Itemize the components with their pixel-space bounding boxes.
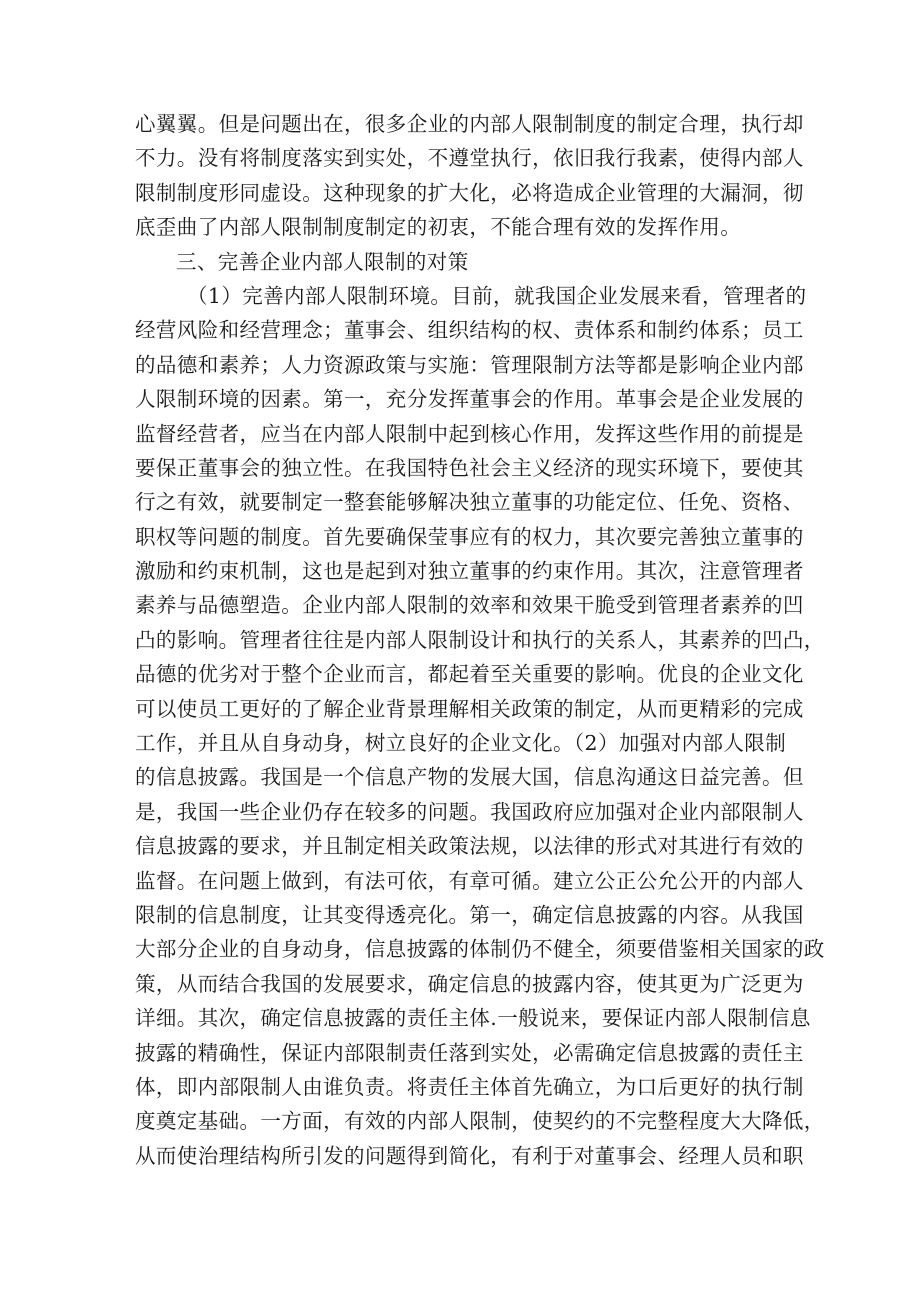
text-line: 行之有效，就要制定一整套能够解决独立董事的功能定位、任免、资格、 <box>135 490 804 515</box>
text-line: 的品德和素养；人力资源政策与实施：管理限制方法等都是影响企业内部 <box>135 352 804 377</box>
text-line: 监督经营者，应当在内部人限制中起到核心作用，发挥这些作用的前提是 <box>135 421 804 446</box>
text-line: 不力。没有将制度落实到实处，不遵堂执行，依旧我行我素，使得内部人 <box>135 146 804 171</box>
text-line: 限制制度形同虚设。这种现象的扩大化，必将造成企业管理的大漏洞，彻 <box>135 180 804 205</box>
text-line: 监督。在问题上做到，有法可依，有章可循。建立公正公允公开的内部人 <box>135 868 804 893</box>
text-line: 工作，并且从自身动身，树立良好的企业文化。（2）加强对内部人限制 <box>135 731 787 756</box>
text-line: 可以使员工更好的了解企业背景理解相关政策的制定，从而更精彩的完成 <box>135 696 804 721</box>
text-line: 是，我国一些企业仍存在较多的问题。我国政府应加强对企业内部限制人 <box>135 799 804 824</box>
text-line: 信息披露的要求，并且制定相关政策法规，以法律的形式对其进行有效的 <box>135 834 804 859</box>
body-text <box>135 107 825 1173</box>
text-line: 体，即内部限制人由谁负责。将责任主体首先确立，为口后更好的执行制 <box>135 1074 804 1099</box>
text-line: 品德的优劣对于整个企业而言，都起着至关重要的影响。优良的企业文化 <box>135 662 804 687</box>
paragraph-first-line: （1）完善内部人限制环境。目前，就我国企业发展来看，管理者的 <box>187 283 807 308</box>
text-line: 激励和约束机制，这也是起到对独立董事的约束作用。其次，注意管理者 <box>135 559 804 584</box>
text-line: 凸的影响。管理者往往是内部人限制设计和执行的关系人，其素养的凹凸， <box>135 627 825 652</box>
paragraph-last-line: 底歪曲了内部人限制制度制定的初衷，不能合理有效的发挥作用。 <box>135 215 742 240</box>
text-line: 限制的信息制度，让其变得透亮化。第一，确定信息披露的内容。从我国 <box>135 902 804 927</box>
text-line: 经营风险和经营理念；董事会、组织结构的权、责体系和制约体系；员工 <box>135 318 804 343</box>
text-line: 的信息披露。我国是一个信息产物的发展大国，信息沟通这日益完善。但 <box>135 765 804 790</box>
text-line: 人限制环境的因素。第一，充分发挥董事会的作用。革事会是企业发展的 <box>135 387 804 412</box>
text-line: 详细。其次，确定信息披露的责任主体.一般说来，要保证内部人限制信息 <box>135 1006 811 1031</box>
section-heading: 三、完善企业内部人限制的对策 <box>176 249 469 274</box>
text-line: 从而使治理结构所引发的问题得到简化，有利于对董事会、经理人员和职 <box>135 1143 804 1168</box>
text-line: 大部分企业的自身动身，信息披露的体制仍不健全，须要借鉴相关国家的政 <box>135 937 825 962</box>
text-line: 素养与品德塑造。企业内部人限制的效率和效果干脆受到管理者素养的凹 <box>135 593 804 618</box>
text-line: 职权等问题的制度。首先要确保莹事应有的权力，其次要完善独立董事的 <box>135 524 804 549</box>
text-line: 策，从而结合我国的发展要求，确定信息的披露内容，使其更为广泛更为 <box>135 971 804 996</box>
text-line: 度奠定基础。一方面，有效的内部人限制，使契约的不完整程度大大降低， <box>135 1109 825 1134</box>
text-line: 要保正董事会的独立性。在我国特色社会主义经济的现实环境下，要使其 <box>135 455 804 480</box>
text-line: 心翼翼。但是问题出在，很多企业的内部人限制制度的制定合理，执行却 <box>135 112 804 136</box>
text-line: 披露的精确性，保证内部限制责任落到实处，必需确定信息披露的责任主 <box>135 1040 804 1065</box>
